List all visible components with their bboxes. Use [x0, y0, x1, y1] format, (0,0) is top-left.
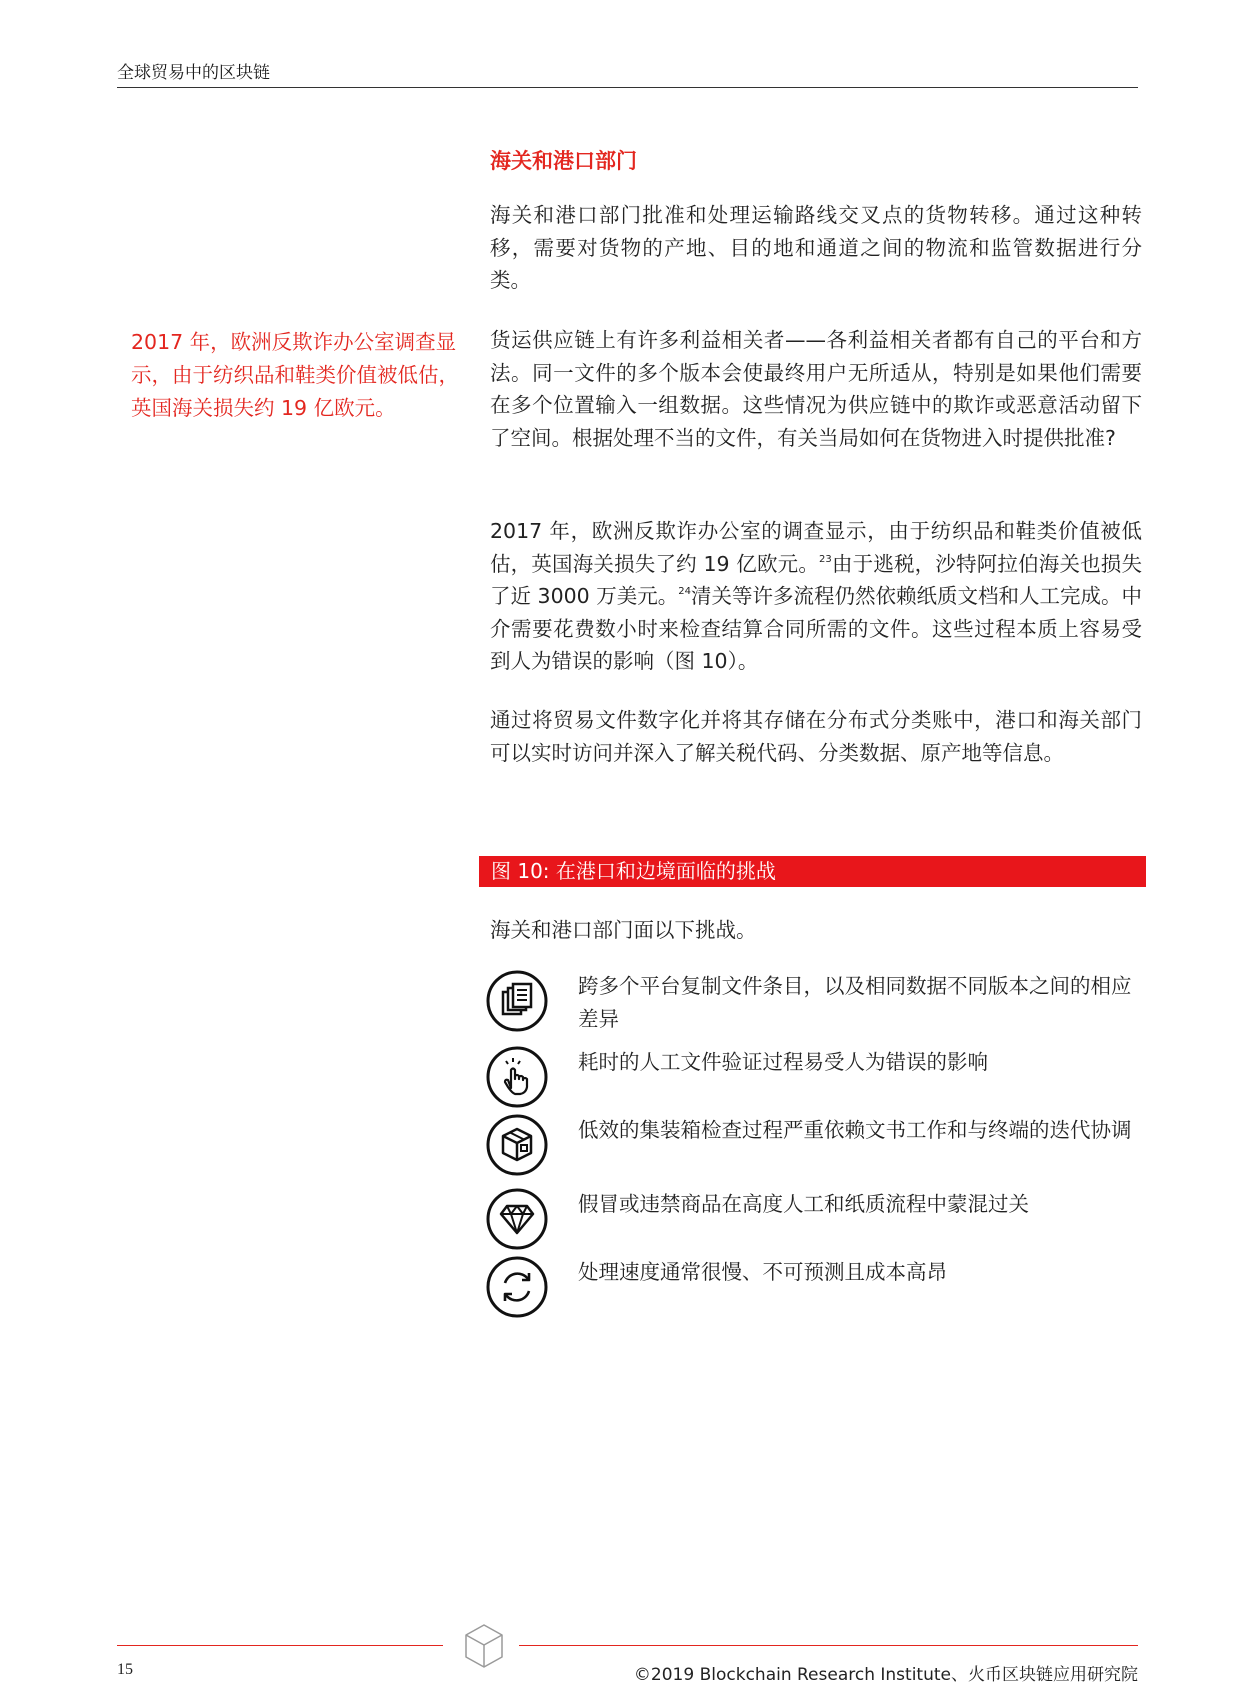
challenge-text: 低效的集装箱检查过程严重依赖文书工作和与终端的迭代协调: [578, 1118, 1132, 1142]
challenge-text: 假冒或违禁商品在高度人工和纸质流程中蒙混过关: [578, 1192, 1029, 1216]
figure-intro: 海关和港口部门面以下挑战。: [490, 918, 757, 942]
paragraph-3-part-3: 清关等许多流程仍然依赖纸质文档和人工完成。中介需要花费数小时来检查结算合同所需的文件。这些过程本质上容易受到人为错误的影响（图 10）。: [490, 584, 1142, 673]
footer-rule-right: [519, 1645, 1138, 1646]
challenge-item: [486, 1256, 1146, 1318]
challenge-text: 耗时的人工文件验证过程易受人为错误的影响: [578, 1050, 988, 1074]
header-rule: [117, 87, 1138, 88]
hand-tap-icon: [486, 1046, 548, 1108]
challenge-text: 处理速度通常很慢、不可预测且成本高昂: [578, 1260, 947, 1284]
documents-icon: [486, 970, 548, 1032]
footnote-ref-23[interactable]: 23: [819, 553, 832, 565]
copyright-notice: ©2019 Blockchain Research Institute、火币区块链应用研究院: [633, 1665, 1138, 1685]
figure-title-bar: 图 10: 在港口和边境面临的挑战: [479, 856, 1146, 887]
paragraph-3: [490, 515, 1142, 678]
footer-rule-left: [117, 1645, 443, 1646]
paragraph-3-part-1: 2017 年，欧洲反欺诈办公室的调查显示，由于纺织品和鞋类价值被低估，英国海关损失了约 19 亿欧元。: [490, 519, 1142, 576]
package-icon: [486, 1114, 548, 1176]
paragraph-4: 通过将贸易文件数字化并将其存储在分布式分类账中，港口和海关部门可以实时访问并深入了解关税代码、分类数据、原产地等信息。: [490, 708, 1142, 765]
challenge-item: [486, 1046, 1146, 1108]
cube-icon: [462, 1622, 506, 1670]
paragraph-3-part-2: 由于逃税，沙特阿拉伯海关也损失了近 3000 万美元。: [490, 551, 1142, 608]
paragraph-1: 海关和港口部门批准和处理运输路线交叉点的货物转移。通过这种转移，需要对货物的产地、目的地和通道之间的物流和监管数据进行分类。: [490, 203, 1142, 292]
challenge-item: [486, 1114, 1146, 1176]
challenge-text: 跨多个平台复制文件条目，以及相同数据不同版本之间的相应差异: [578, 974, 1132, 1031]
page-number: 15: [117, 1661, 133, 1678]
sidebar-pull-quote: 2017 年，欧洲反欺诈办公室调查显示，由于纺织品和鞋类价值被低估，英国海关损失约 19 亿欧元。: [131, 330, 459, 420]
paragraph-2: 货运供应链上有许多利益相关者——各利益相关者都有自己的平台和方法。同一文件的多个版本会使最终用户无所适从，特别是如果他们需要在多个位置输入一组数据。这些情况为供应链中的欺诈或恶意活动留下了空间。根据处理不当的文件，有关当局如何在货物进入时提供批准?: [490, 328, 1142, 450]
refresh-icon: [486, 1256, 548, 1318]
diamond-icon: [486, 1188, 548, 1250]
running-header: 全球贸易中的区块链: [117, 63, 270, 83]
section-title: 海关和港口部门: [490, 149, 637, 173]
challenge-item: [486, 970, 1146, 1032]
challenge-item: [486, 1188, 1146, 1250]
footnote-ref-24[interactable]: 24: [678, 586, 691, 597]
